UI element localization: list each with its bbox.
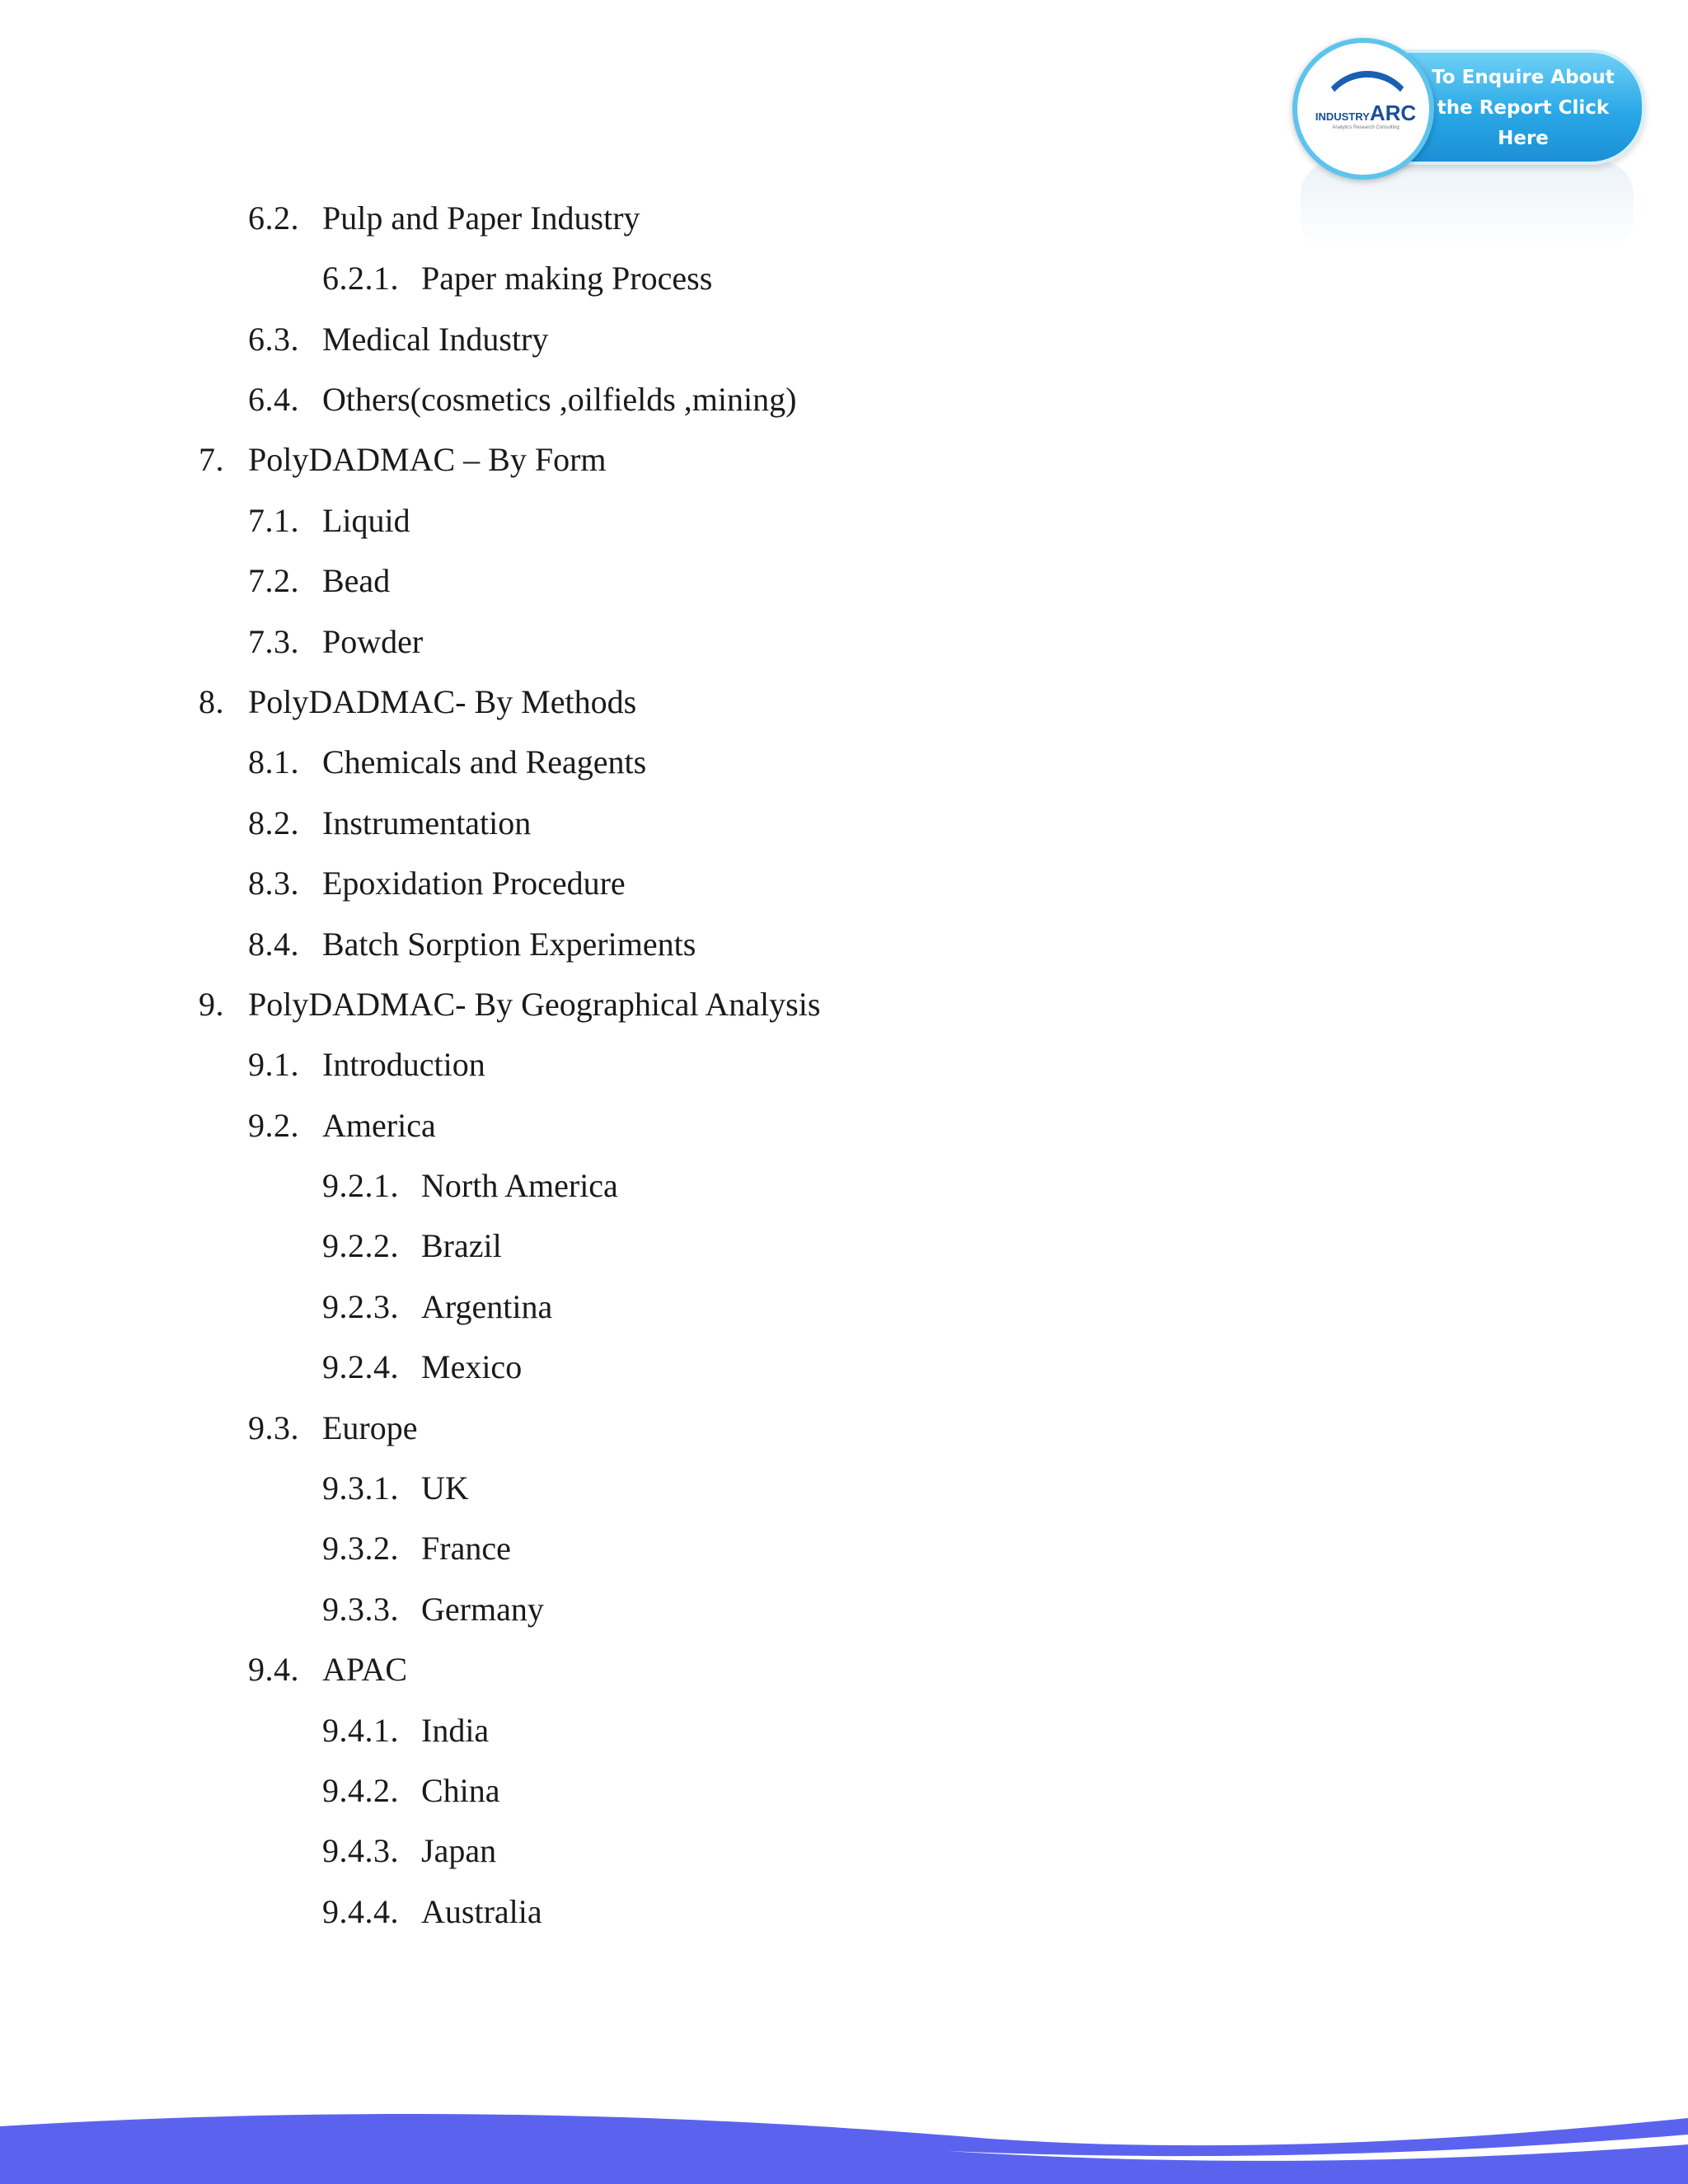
toc-number: 6.2.1. bbox=[322, 260, 399, 297]
toc-entry bbox=[248, 1408, 418, 1448]
toc-label: Argentina bbox=[421, 1288, 553, 1325]
industryarc-logo bbox=[1292, 38, 1434, 180]
toc-label: France bbox=[421, 1530, 511, 1567]
footer-wave bbox=[0, 2102, 1688, 2184]
toc-label: Europe bbox=[322, 1409, 418, 1446]
toc-label: PolyDADMAC- By Geographical Analysis bbox=[248, 986, 821, 1023]
enquire-button-label[interactable] bbox=[1416, 63, 1630, 154]
toc-number: 7.1. bbox=[248, 502, 299, 539]
toc-label: North America bbox=[421, 1167, 618, 1204]
toc-entry bbox=[322, 1226, 502, 1266]
logo-wordmark bbox=[1304, 101, 1428, 126]
toc-label: PolyDADMAC- By Methods bbox=[248, 683, 637, 720]
enquire-badge[interactable] bbox=[1292, 38, 1642, 255]
toc-number: 6.3. bbox=[248, 321, 299, 358]
toc-entry bbox=[199, 682, 637, 722]
toc-number: 8. bbox=[199, 683, 224, 720]
toc-label: Powder bbox=[322, 623, 424, 660]
logo-wordmark-arc: ARC bbox=[1369, 101, 1417, 125]
toc-entry bbox=[199, 440, 607, 480]
toc-label: Germany bbox=[421, 1591, 544, 1628]
toc-entry bbox=[322, 1831, 497, 1871]
toc-entry bbox=[248, 561, 391, 601]
toc-number: 9.2.2. bbox=[322, 1227, 399, 1264]
toc-number: 9.3. bbox=[248, 1409, 299, 1446]
toc-number: 9.2.4. bbox=[322, 1348, 399, 1385]
toc-number: 6.2. bbox=[248, 199, 299, 237]
toc-number: 9.3.2. bbox=[322, 1530, 399, 1567]
toc-number: 8.1. bbox=[248, 743, 299, 780]
enquire-label-line2[interactable]: the Report Click bbox=[1437, 97, 1610, 119]
toc-label: UK bbox=[421, 1469, 469, 1507]
toc-number: 9.3.3. bbox=[322, 1591, 399, 1628]
enquire-label-line3[interactable]: Here bbox=[1498, 128, 1549, 149]
toc-number: 9.4.1. bbox=[322, 1712, 399, 1749]
toc-entry bbox=[199, 985, 821, 1024]
toc-label: Batch Sorption Experiments bbox=[322, 926, 696, 963]
toc-entry bbox=[248, 1106, 436, 1146]
toc-number: 9.3.1. bbox=[322, 1469, 399, 1507]
toc-label: Mexico bbox=[421, 1348, 523, 1385]
toc-label: Introduction bbox=[322, 1046, 485, 1083]
toc-number: 9.2.3. bbox=[322, 1288, 399, 1325]
toc-number: 7.3. bbox=[248, 623, 299, 660]
toc-number: 9.2.1. bbox=[322, 1167, 399, 1204]
toc-label: America bbox=[322, 1107, 436, 1144]
toc-entry bbox=[322, 1347, 523, 1387]
logo-tagline: Analytics Research Consulting bbox=[1332, 125, 1400, 130]
toc-entry bbox=[322, 1166, 618, 1206]
toc-label: Japan bbox=[421, 1832, 497, 1869]
toc-entry bbox=[322, 1711, 490, 1750]
toc-entry bbox=[248, 804, 532, 843]
toc-entry bbox=[248, 622, 424, 662]
toc-entry bbox=[322, 1771, 500, 1811]
toc-number: 8.4. bbox=[248, 926, 299, 963]
toc-entry bbox=[322, 1469, 469, 1508]
toc-label: Epoxidation Procedure bbox=[322, 865, 626, 902]
toc-number: 8.3. bbox=[248, 865, 299, 902]
toc-label: Others(cosmetics ,oilfields ,mining) bbox=[322, 381, 797, 418]
toc-label: Instrumentation bbox=[322, 804, 532, 841]
toc-label: Liquid bbox=[322, 502, 410, 539]
toc-entry bbox=[248, 320, 549, 359]
toc-entry bbox=[248, 501, 410, 541]
toc-number: 9.1. bbox=[248, 1046, 299, 1083]
toc-label: Australia bbox=[421, 1893, 542, 1930]
toc-number: 6.4. bbox=[248, 381, 299, 418]
toc-label: Bead bbox=[322, 562, 391, 599]
toc-entry bbox=[322, 1590, 544, 1629]
enquire-label-line1[interactable]: To Enquire About bbox=[1432, 67, 1615, 88]
toc-number: 9.4. bbox=[248, 1651, 299, 1688]
toc-number: 9.4.2. bbox=[322, 1772, 399, 1809]
toc-entry bbox=[248, 743, 647, 782]
toc-entry bbox=[322, 1529, 511, 1568]
toc-entry bbox=[322, 1287, 553, 1327]
toc-entry bbox=[248, 925, 696, 964]
toc-entry bbox=[322, 1892, 542, 1932]
toc-entry bbox=[248, 380, 797, 419]
toc-label: Brazil bbox=[421, 1227, 502, 1264]
toc-label: India bbox=[421, 1712, 490, 1749]
toc-number: 7. bbox=[199, 441, 224, 478]
toc-label: APAC bbox=[322, 1651, 408, 1688]
toc-number: 7.2. bbox=[248, 562, 299, 599]
toc-entry bbox=[248, 1650, 408, 1690]
toc-label: China bbox=[421, 1772, 500, 1809]
toc-label: Medical Industry bbox=[322, 321, 549, 358]
logo-wordmark-industry: INDUSTRY bbox=[1315, 110, 1370, 123]
toc-label: Pulp and Paper Industry bbox=[322, 199, 640, 237]
toc-entry bbox=[248, 199, 640, 238]
toc-number: 9. bbox=[199, 986, 224, 1023]
toc-label: Paper making Process bbox=[421, 260, 713, 297]
toc-entry bbox=[322, 259, 713, 298]
toc-entry bbox=[248, 864, 626, 903]
toc-entry bbox=[248, 1045, 485, 1085]
toc-label: PolyDADMAC – By Form bbox=[248, 441, 607, 478]
toc-number: 9.4.4. bbox=[322, 1893, 399, 1930]
toc-number: 9.2. bbox=[248, 1107, 299, 1144]
toc-number: 9.4.3. bbox=[322, 1832, 399, 1869]
toc-label: Chemicals and Reagents bbox=[322, 743, 647, 780]
toc-number: 8.2. bbox=[248, 804, 299, 841]
